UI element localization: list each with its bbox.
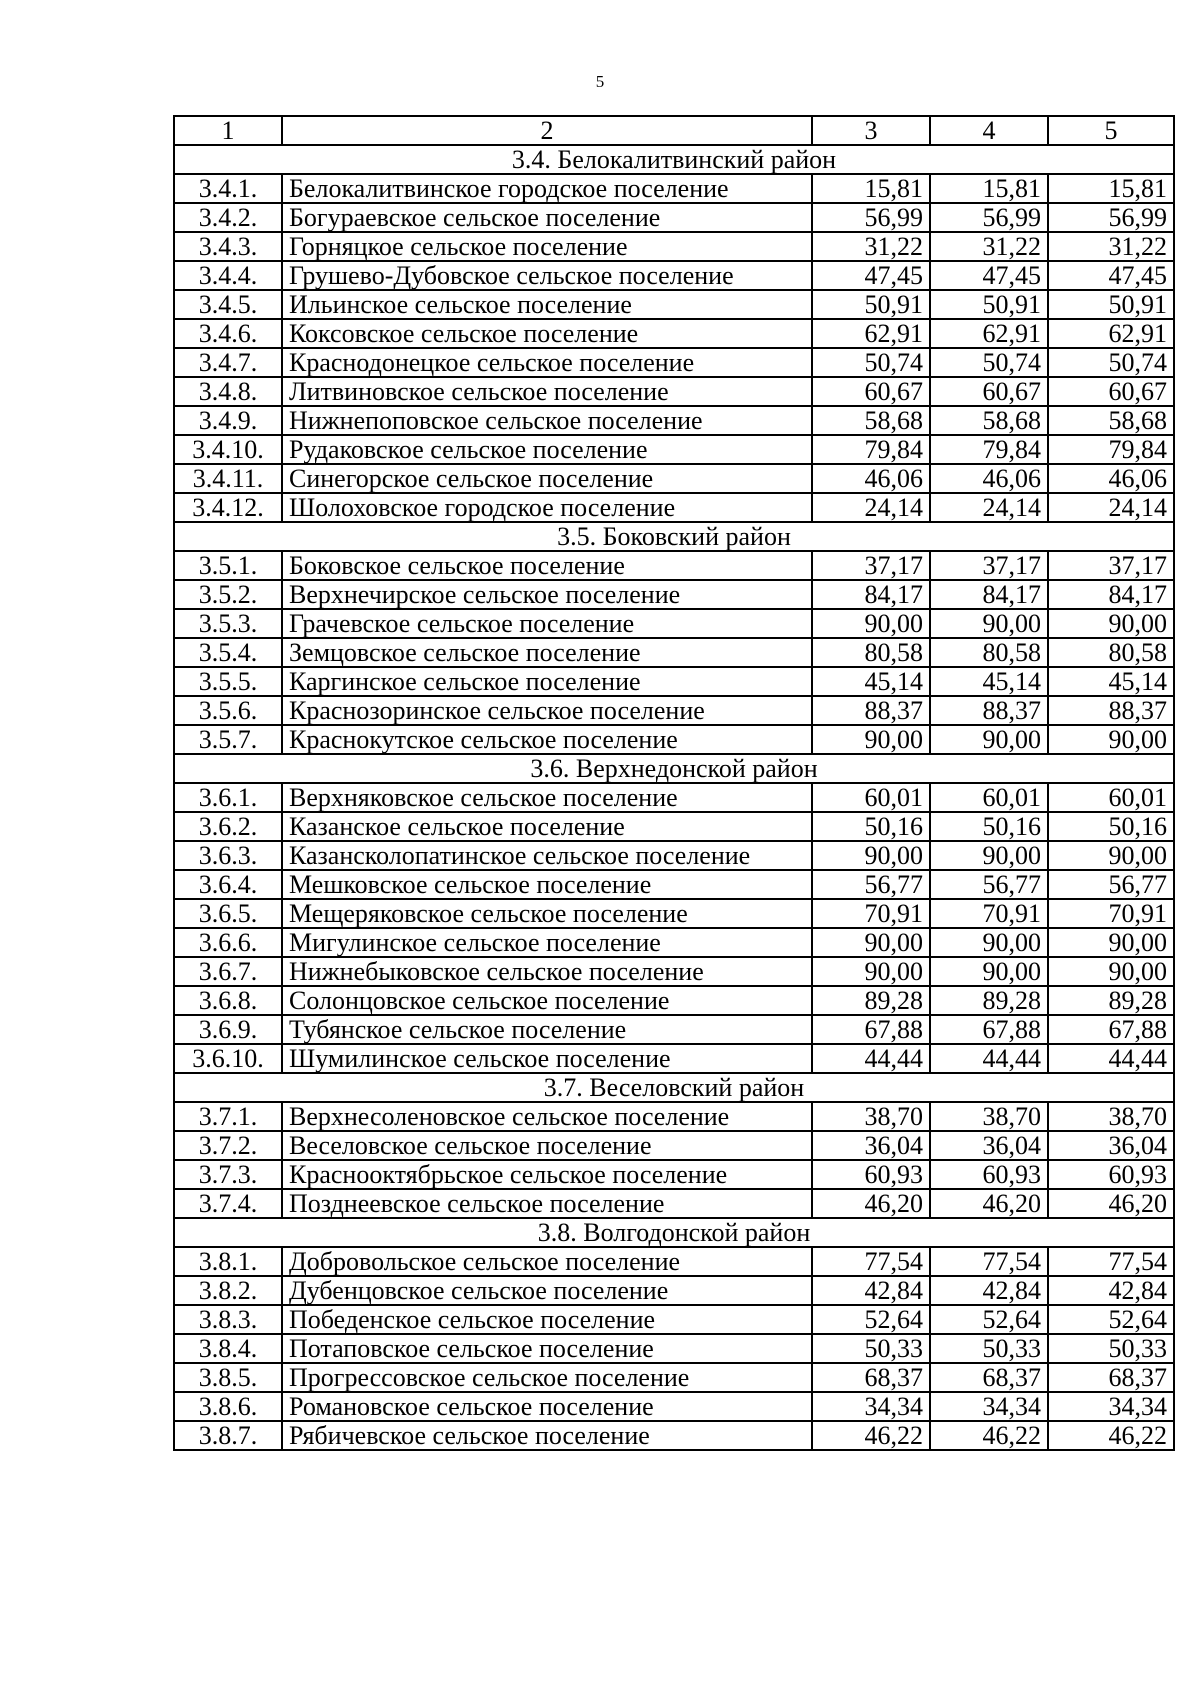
table-row	[174, 1363, 1174, 1392]
settlement-name-cell: Рябичевское сельское поселение	[282, 1421, 812, 1450]
header-cell-4: 4	[930, 116, 1048, 145]
row-number-cell: 3.5.3.	[174, 609, 282, 638]
row-number-cell: 3.4.7.	[174, 348, 282, 377]
table-row	[174, 696, 1174, 725]
row-number-cell: 3.4.3.	[174, 232, 282, 261]
value-col-3-cell: 70,91	[812, 899, 930, 928]
value-col-3-cell: 31,22	[812, 232, 930, 261]
settlement-name-cell: Краснодонецкое сельское поселение	[282, 348, 812, 377]
value-col-3-cell: 24,14	[812, 493, 930, 522]
value-col-5-cell: 90,00	[1048, 609, 1174, 638]
value-col-5-cell: 52,64	[1048, 1305, 1174, 1334]
value-col-3-cell: 34,34	[812, 1392, 930, 1421]
value-col-5-cell: 88,37	[1048, 696, 1174, 725]
value-col-3-cell: 37,17	[812, 551, 930, 580]
row-number-cell: 3.6.5.	[174, 899, 282, 928]
value-col-4-cell: 44,44	[930, 1044, 1048, 1073]
table-row	[174, 783, 1174, 812]
settlement-name-cell: Краснозоринское сельское поселение	[282, 696, 812, 725]
value-col-4-cell: 47,45	[930, 261, 1048, 290]
table-row	[174, 551, 1174, 580]
value-col-5-cell: 34,34	[1048, 1392, 1174, 1421]
row-number-cell: 3.4.4.	[174, 261, 282, 290]
settlement-name-cell: Краснооктябрьское сельское поселение	[282, 1160, 812, 1189]
value-col-3-cell: 79,84	[812, 435, 930, 464]
table-row	[174, 1015, 1174, 1044]
value-col-3-cell: 42,84	[812, 1276, 930, 1305]
value-col-3-cell: 38,70	[812, 1102, 930, 1131]
value-col-4-cell: 58,68	[930, 406, 1048, 435]
value-col-4-cell: 80,58	[930, 638, 1048, 667]
value-col-3-cell: 46,22	[812, 1421, 930, 1450]
value-col-5-cell: 50,91	[1048, 290, 1174, 319]
table-row	[174, 638, 1174, 667]
row-number-cell: 3.7.1.	[174, 1102, 282, 1131]
table-row	[174, 1421, 1174, 1450]
value-col-4-cell: 50,16	[930, 812, 1048, 841]
settlement-name-cell: Дубенцовское сельское поселение	[282, 1276, 812, 1305]
value-col-5-cell: 31,22	[1048, 232, 1174, 261]
value-col-3-cell: 50,74	[812, 348, 930, 377]
table-row	[174, 1044, 1174, 1073]
value-col-3-cell: 90,00	[812, 957, 930, 986]
row-number-cell: 3.8.6.	[174, 1392, 282, 1421]
value-col-3-cell: 58,68	[812, 406, 930, 435]
row-number-cell: 3.4.2.	[174, 203, 282, 232]
settlement-name-cell: Богураевское сельское поселение	[282, 203, 812, 232]
row-number-cell: 3.4.12.	[174, 493, 282, 522]
settlement-name-cell: Верхнечирское сельское поселение	[282, 580, 812, 609]
value-col-3-cell: 80,58	[812, 638, 930, 667]
row-number-cell: 3.6.2.	[174, 812, 282, 841]
settlement-name-cell: Позднеевское сельское поселение	[282, 1189, 812, 1218]
settlement-name-cell: Прогрессовское сельское поселение	[282, 1363, 812, 1392]
value-col-4-cell: 67,88	[930, 1015, 1048, 1044]
table-row	[174, 1102, 1174, 1131]
section-row	[174, 1073, 1174, 1102]
header-cell-5: 5	[1048, 116, 1174, 145]
value-col-3-cell: 77,54	[812, 1247, 930, 1276]
value-col-5-cell: 70,91	[1048, 899, 1174, 928]
value-col-5-cell: 56,77	[1048, 870, 1174, 899]
section-row	[174, 145, 1174, 174]
value-col-3-cell: 45,14	[812, 667, 930, 696]
settlement-name-cell: Победенское сельское поселение	[282, 1305, 812, 1334]
settlement-name-cell: Веселовское сельское поселение	[282, 1131, 812, 1160]
settlement-name-cell: Грачевское сельское поселение	[282, 609, 812, 638]
value-col-4-cell: 62,91	[930, 319, 1048, 348]
value-col-4-cell: 79,84	[930, 435, 1048, 464]
row-number-cell: 3.6.4.	[174, 870, 282, 899]
value-col-5-cell: 89,28	[1048, 986, 1174, 1015]
value-col-4-cell: 77,54	[930, 1247, 1048, 1276]
value-col-3-cell: 15,81	[812, 174, 930, 203]
section-title: 3.6. Верхнедонской район	[174, 754, 1174, 783]
settlement-name-cell: Нижнебыковское сельское поселение	[282, 957, 812, 986]
value-col-3-cell: 52,64	[812, 1305, 930, 1334]
value-col-4-cell: 46,20	[930, 1189, 1048, 1218]
value-col-4-cell: 31,22	[930, 232, 1048, 261]
value-col-5-cell: 84,17	[1048, 580, 1174, 609]
settlement-name-cell: Добровольское сельское поселение	[282, 1247, 812, 1276]
table-row	[174, 725, 1174, 754]
row-number-cell: 3.4.11.	[174, 464, 282, 493]
value-col-5-cell: 79,84	[1048, 435, 1174, 464]
table-row	[174, 493, 1174, 522]
table-row	[174, 203, 1174, 232]
value-col-3-cell: 50,91	[812, 290, 930, 319]
value-col-3-cell: 47,45	[812, 261, 930, 290]
value-col-3-cell: 50,33	[812, 1334, 930, 1363]
table-row	[174, 580, 1174, 609]
value-col-4-cell: 46,06	[930, 464, 1048, 493]
value-col-3-cell: 68,37	[812, 1363, 930, 1392]
table-row	[174, 1305, 1174, 1334]
settlement-name-cell: Краснокутское сельское поселение	[282, 725, 812, 754]
settlement-name-cell: Синегорское сельское поселение	[282, 464, 812, 493]
value-col-4-cell: 90,00	[930, 609, 1048, 638]
value-col-4-cell: 90,00	[930, 957, 1048, 986]
settlement-name-cell: Казанское сельское поселение	[282, 812, 812, 841]
settlement-name-cell: Каргинское сельское поселение	[282, 667, 812, 696]
section-row	[174, 522, 1174, 551]
settlement-name-cell: Земцовское сельское поселение	[282, 638, 812, 667]
value-col-5-cell: 46,20	[1048, 1189, 1174, 1218]
value-col-3-cell: 90,00	[812, 609, 930, 638]
row-number-cell: 3.7.3.	[174, 1160, 282, 1189]
value-col-5-cell: 68,37	[1048, 1363, 1174, 1392]
table-row	[174, 957, 1174, 986]
table-row	[174, 1160, 1174, 1189]
table-row	[174, 1247, 1174, 1276]
value-col-4-cell: 60,67	[930, 377, 1048, 406]
value-col-4-cell: 36,04	[930, 1131, 1048, 1160]
value-col-5-cell: 50,16	[1048, 812, 1174, 841]
table-row	[174, 290, 1174, 319]
row-number-cell: 3.6.6.	[174, 928, 282, 957]
table-row	[174, 986, 1174, 1015]
row-number-cell: 3.4.5.	[174, 290, 282, 319]
value-col-5-cell: 90,00	[1048, 928, 1174, 957]
value-col-5-cell: 37,17	[1048, 551, 1174, 580]
value-col-4-cell: 68,37	[930, 1363, 1048, 1392]
settlement-name-cell: Коксовское сельское поселение	[282, 319, 812, 348]
row-number-cell: 3.6.10.	[174, 1044, 282, 1073]
value-col-4-cell: 42,84	[930, 1276, 1048, 1305]
row-number-cell: 3.5.5.	[174, 667, 282, 696]
table-row	[174, 348, 1174, 377]
row-number-cell: 3.7.2.	[174, 1131, 282, 1160]
row-number-cell: 3.4.9.	[174, 406, 282, 435]
settlement-name-cell: Потаповское сельское поселение	[282, 1334, 812, 1363]
value-col-5-cell: 60,01	[1048, 783, 1174, 812]
row-number-cell: 3.5.6.	[174, 696, 282, 725]
table-row	[174, 1131, 1174, 1160]
value-col-3-cell: 90,00	[812, 841, 930, 870]
table-row	[174, 841, 1174, 870]
value-col-4-cell: 46,22	[930, 1421, 1048, 1450]
section-title: 3.8. Волгодонской район	[174, 1218, 1174, 1247]
row-number-cell: 3.4.8.	[174, 377, 282, 406]
value-col-5-cell: 24,14	[1048, 493, 1174, 522]
settlement-name-cell: Боковское сельское поселение	[282, 551, 812, 580]
row-number-cell: 3.4.10.	[174, 435, 282, 464]
table-body	[174, 116, 1174, 1450]
settlement-name-cell: Мигулинское сельское поселение	[282, 928, 812, 957]
value-col-5-cell: 42,84	[1048, 1276, 1174, 1305]
table-row	[174, 435, 1174, 464]
value-col-5-cell: 50,74	[1048, 348, 1174, 377]
value-col-5-cell: 58,68	[1048, 406, 1174, 435]
value-col-4-cell: 45,14	[930, 667, 1048, 696]
value-col-3-cell: 60,67	[812, 377, 930, 406]
table-row	[174, 667, 1174, 696]
value-col-5-cell: 47,45	[1048, 261, 1174, 290]
table-row	[174, 1276, 1174, 1305]
value-col-4-cell: 38,70	[930, 1102, 1048, 1131]
value-col-5-cell: 90,00	[1048, 957, 1174, 986]
section-row	[174, 1218, 1174, 1247]
value-col-4-cell: 34,34	[930, 1392, 1048, 1421]
settlement-name-cell: Солонцовское сельское поселение	[282, 986, 812, 1015]
value-col-4-cell: 89,28	[930, 986, 1048, 1015]
value-col-5-cell: 90,00	[1048, 725, 1174, 754]
header-cell-3: 3	[812, 116, 930, 145]
header-cell-2: 2	[282, 116, 812, 145]
row-number-cell: 3.7.4.	[174, 1189, 282, 1218]
value-col-5-cell: 80,58	[1048, 638, 1174, 667]
header-row	[174, 116, 1174, 145]
value-col-4-cell: 56,77	[930, 870, 1048, 899]
settlement-name-cell: Грушево-Дубовское сельское поселение	[282, 261, 812, 290]
value-col-5-cell: 90,00	[1048, 841, 1174, 870]
value-col-3-cell: 88,37	[812, 696, 930, 725]
settlement-name-cell: Белокалитвинское городское поселение	[282, 174, 812, 203]
value-col-4-cell: 56,99	[930, 203, 1048, 232]
value-col-3-cell: 90,00	[812, 928, 930, 957]
row-number-cell: 3.8.1.	[174, 1247, 282, 1276]
table-row	[174, 377, 1174, 406]
table-row	[174, 1392, 1174, 1421]
settlement-name-cell: Романовское сельское поселение	[282, 1392, 812, 1421]
row-number-cell: 3.6.3.	[174, 841, 282, 870]
value-col-4-cell: 52,64	[930, 1305, 1048, 1334]
row-number-cell: 3.6.9.	[174, 1015, 282, 1044]
section-title: 3.4. Белокалитвинский район	[174, 145, 1174, 174]
value-col-4-cell: 50,74	[930, 348, 1048, 377]
value-col-4-cell: 37,17	[930, 551, 1048, 580]
value-col-3-cell: 60,93	[812, 1160, 930, 1189]
value-col-3-cell: 46,06	[812, 464, 930, 493]
settlement-name-cell: Мещеряковское сельское поселение	[282, 899, 812, 928]
row-number-cell: 3.5.2.	[174, 580, 282, 609]
value-col-3-cell: 89,28	[812, 986, 930, 1015]
value-col-4-cell: 60,01	[930, 783, 1048, 812]
value-col-3-cell: 36,04	[812, 1131, 930, 1160]
settlements-table	[173, 115, 1175, 1451]
value-col-3-cell: 56,77	[812, 870, 930, 899]
table-row	[174, 174, 1174, 203]
value-col-5-cell: 44,44	[1048, 1044, 1174, 1073]
table-row	[174, 812, 1174, 841]
value-col-5-cell: 46,22	[1048, 1421, 1174, 1450]
settlement-name-cell: Шолоховское городское поселение	[282, 493, 812, 522]
value-col-4-cell: 90,00	[930, 928, 1048, 957]
table-row	[174, 899, 1174, 928]
settlement-name-cell: Ильинское сельское поселение	[282, 290, 812, 319]
value-col-3-cell: 62,91	[812, 319, 930, 348]
value-col-5-cell: 15,81	[1048, 174, 1174, 203]
value-col-4-cell: 60,93	[930, 1160, 1048, 1189]
value-col-5-cell: 62,91	[1048, 319, 1174, 348]
row-number-cell: 3.8.4.	[174, 1334, 282, 1363]
row-number-cell: 3.6.8.	[174, 986, 282, 1015]
row-number-cell: 3.4.1.	[174, 174, 282, 203]
value-col-5-cell: 60,93	[1048, 1160, 1174, 1189]
value-col-5-cell: 36,04	[1048, 1131, 1174, 1160]
value-col-3-cell: 50,16	[812, 812, 930, 841]
value-col-4-cell: 90,00	[930, 841, 1048, 870]
value-col-5-cell: 46,06	[1048, 464, 1174, 493]
section-row	[174, 754, 1174, 783]
value-col-4-cell: 50,33	[930, 1334, 1048, 1363]
value-col-3-cell: 67,88	[812, 1015, 930, 1044]
settlement-name-cell: Литвиновское сельское поселение	[282, 377, 812, 406]
row-number-cell: 3.4.6.	[174, 319, 282, 348]
table-row	[174, 1189, 1174, 1218]
table-row	[174, 1334, 1174, 1363]
value-col-4-cell: 50,91	[930, 290, 1048, 319]
value-col-3-cell: 44,44	[812, 1044, 930, 1073]
value-col-3-cell: 56,99	[812, 203, 930, 232]
value-col-5-cell: 56,99	[1048, 203, 1174, 232]
table-row	[174, 261, 1174, 290]
value-col-5-cell: 45,14	[1048, 667, 1174, 696]
value-col-4-cell: 88,37	[930, 696, 1048, 725]
settlement-name-cell: Верхнесоленовское сельское поселение	[282, 1102, 812, 1131]
row-number-cell: 3.8.7.	[174, 1421, 282, 1450]
row-number-cell: 3.5.4.	[174, 638, 282, 667]
table-row	[174, 928, 1174, 957]
value-col-4-cell: 24,14	[930, 493, 1048, 522]
value-col-3-cell: 46,20	[812, 1189, 930, 1218]
row-number-cell: 3.6.1.	[174, 783, 282, 812]
value-col-4-cell: 84,17	[930, 580, 1048, 609]
table-row	[174, 232, 1174, 261]
row-number-cell: 3.8.2.	[174, 1276, 282, 1305]
value-col-3-cell: 90,00	[812, 725, 930, 754]
value-col-5-cell: 60,67	[1048, 377, 1174, 406]
settlement-name-cell: Казансколопатинское сельское поселение	[282, 841, 812, 870]
table-row	[174, 406, 1174, 435]
table-row	[174, 870, 1174, 899]
settlement-name-cell: Горняцкое сельское поселение	[282, 232, 812, 261]
section-title: 3.5. Боковский район	[174, 522, 1174, 551]
row-number-cell: 3.6.7.	[174, 957, 282, 986]
settlement-name-cell: Верхняковское сельское поселение	[282, 783, 812, 812]
settlement-name-cell: Шумилинское сельское поселение	[282, 1044, 812, 1073]
value-col-3-cell: 60,01	[812, 783, 930, 812]
value-col-5-cell: 67,88	[1048, 1015, 1174, 1044]
row-number-cell: 3.5.7.	[174, 725, 282, 754]
value-col-5-cell: 50,33	[1048, 1334, 1174, 1363]
settlement-name-cell: Тубянское сельское поселение	[282, 1015, 812, 1044]
value-col-4-cell: 70,91	[930, 899, 1048, 928]
section-title: 3.7. Веселовский район	[174, 1073, 1174, 1102]
settlement-name-cell: Рудаковское сельское поселение	[282, 435, 812, 464]
header-cell-1: 1	[174, 116, 282, 145]
value-col-5-cell: 38,70	[1048, 1102, 1174, 1131]
page-number: 5	[595, 72, 605, 91]
value-col-5-cell: 77,54	[1048, 1247, 1174, 1276]
value-col-3-cell: 84,17	[812, 580, 930, 609]
value-col-4-cell: 90,00	[930, 725, 1048, 754]
row-number-cell: 3.8.3.	[174, 1305, 282, 1334]
settlement-name-cell: Мешковское сельское поселение	[282, 870, 812, 899]
settlement-name-cell: Нижнепоповское сельское поселение	[282, 406, 812, 435]
row-number-cell: 3.8.5.	[174, 1363, 282, 1392]
table-row	[174, 464, 1174, 493]
table-row	[174, 609, 1174, 638]
row-number-cell: 3.5.1.	[174, 551, 282, 580]
value-col-4-cell: 15,81	[930, 174, 1048, 203]
table-row	[174, 319, 1174, 348]
